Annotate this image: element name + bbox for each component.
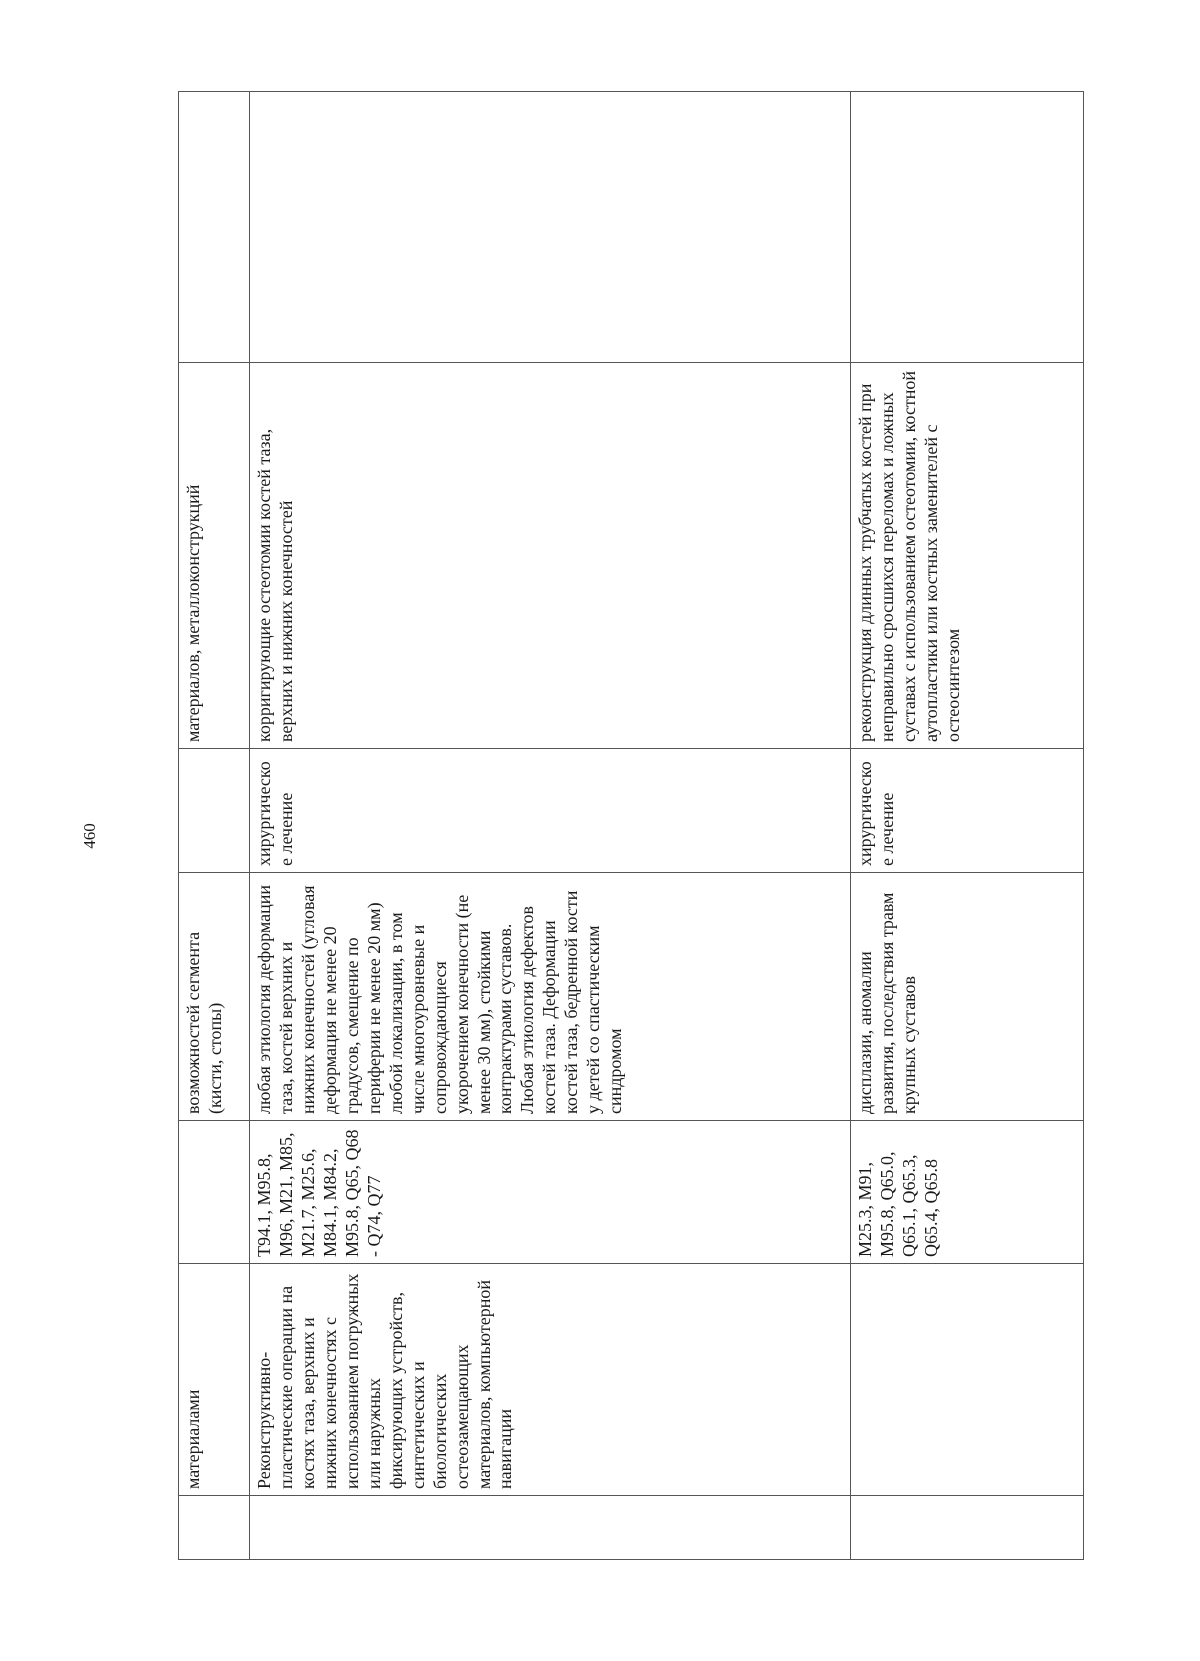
table-header-row — [179, 92, 250, 1560]
cell-cost — [851, 92, 1084, 363]
page-number-text: 460 — [80, 823, 99, 849]
header-cell-cost — [179, 92, 250, 363]
cell-intervention: Реконструктивно-пластические операции на костях таза, верхних и нижних конечностях с использованием погружных или наружных фиксирующих устройств, синтетических и биологических остеозамещающих материалов, компьютерной навигации — [250, 1264, 851, 1496]
cell-codes: T94.1, M95.8, M96, M21, M85, M21.7, M25.6, M84.1, M84.2, M95.8, Q65, Q68 - Q74, Q77 — [250, 1121, 851, 1264]
header-cell-condition: возможностей сегмента (кисти, стопы) — [179, 873, 250, 1121]
table-row — [851, 92, 1084, 1560]
procedures-table — [178, 91, 1084, 1560]
table-row — [250, 92, 851, 1560]
table-rotation-wrapper — [178, 92, 1058, 1560]
cell-codes: M25.3, M91, M95.8, Q65.0, Q65.1, Q65.3, Q65.4, Q65.8 — [851, 1121, 1084, 1264]
header-cell-treatment — [179, 749, 250, 873]
cell-number — [851, 1496, 1084, 1560]
cell-intervention — [851, 1264, 1084, 1496]
cell-condition: дисплазии, аномалии развития, последствия травм крупных суставов — [851, 873, 1084, 1121]
cell-number — [250, 1496, 851, 1560]
page-number — [72, 818, 108, 854]
header-cell-number — [179, 1496, 250, 1560]
cell-treatment: хирургическое лечение — [851, 749, 1084, 873]
header-cell-intervention: материалами — [179, 1264, 250, 1496]
header-cell-method: материалов, металлоконструкций — [179, 363, 250, 749]
cell-method: реконструкция длинных трубчатых костей при неправильно сросшихся переломах и ложных суставах с использованием остеотомии, костной аутопластики или костных заменителей с остеосинтезом — [851, 363, 1084, 749]
header-cell-codes — [179, 1121, 250, 1264]
cell-treatment: хирургическое лечение — [250, 749, 851, 873]
cell-method: корригирующие остеотомии костей таза, верхних и нижних конечностей — [250, 363, 851, 749]
cell-cost — [250, 92, 851, 363]
cell-condition: любая этиология деформации таза, костей верхних и нижних конечностей (угловая деформация не менее 20 градусов, смещение по периферии не менее 20 мм) любой локализации, в том числе многоуровневые и сопровождающиеся укорочением конечности (не менее 30 мм), стойкими контрактурами суставов. Любая этиология дефектов костей таза. Деформации костей таза, бедренной кости у детей со спастическим синдромом — [250, 873, 851, 1121]
